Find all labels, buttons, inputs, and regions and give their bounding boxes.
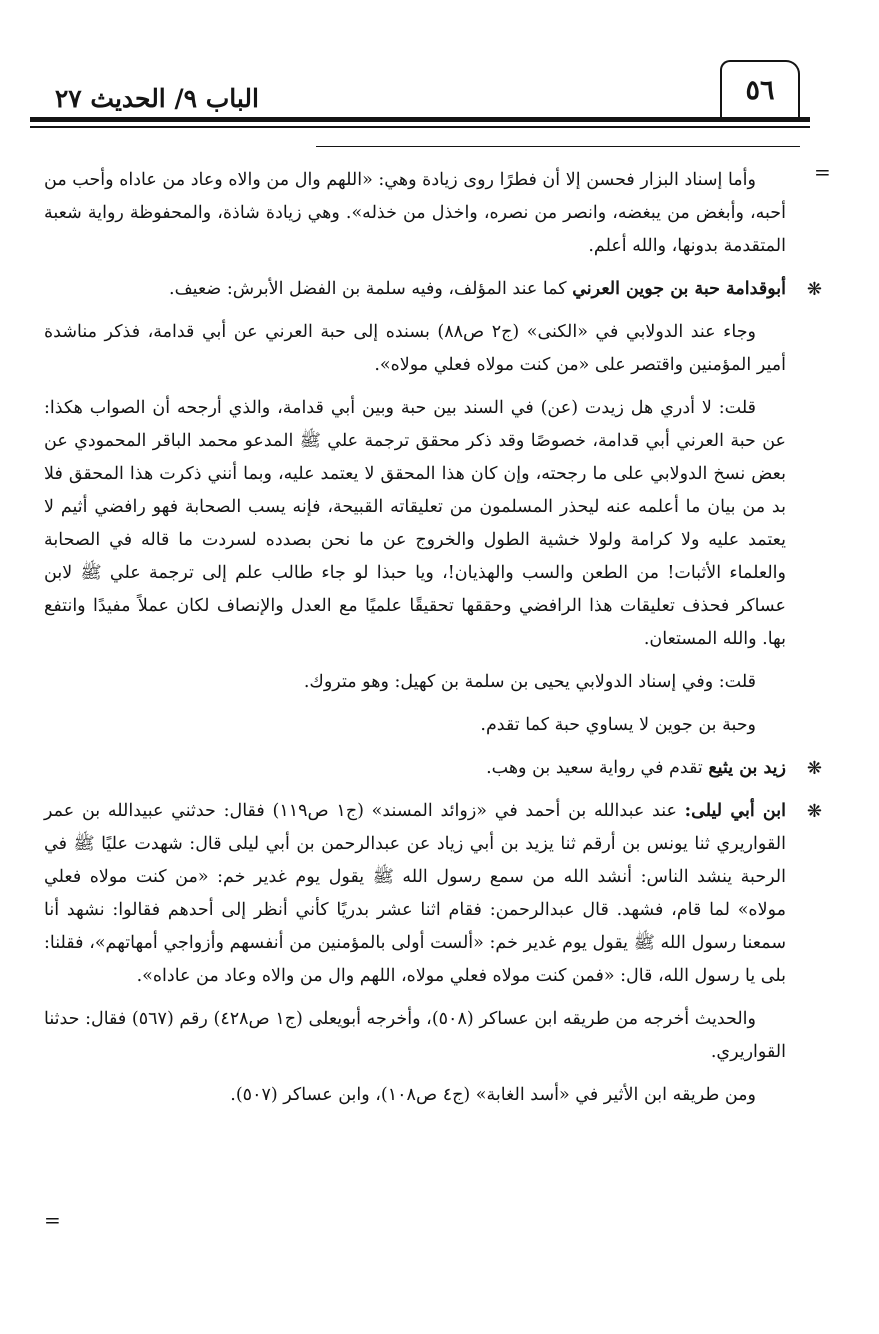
entry-text: تقدم في رواية سعيد بن وهب.	[486, 758, 709, 778]
paragraph: ومن طريقه ابن الأثير في «أسد الغابة» (ج٤ ص١٠٨)، وابن عساكر (٥٠٧).	[230, 1085, 756, 1105]
asterisk-bullet-icon: ❋	[806, 758, 822, 779]
header-rule-thin	[30, 126, 810, 128]
paragraph: وحبة بن جوين لا يساوي حبة كما تقدم.	[480, 715, 756, 735]
paragraph: قلت: لا أدري هل زيدت (عن) في السند بين حبة وبين أبي قدامة، والذي أرجحه أن الصواب هكذا: عن حبة العرني أبي قدامة، خصوصًا وقد ذكر محقق ترجمة علي ﷺ المدعو محمد الباقر المحمودي عن بعض نسخ الدولابي على ما رجحته، وإن كان هذا المحقق لا يعتمد عليه، وبما أنني ذكرت هذا المحقق فلا بد من بيان ما أعلمه عنه ليحذر المسلمون من تعليقاته القبيحة، فإنه يسب الصحابة فهو رافضي أثيم لا يعتمد عليه ولا كرامة ولولا خشية الطول والخروج عن ما نحن بصدده لسردت ما قاله في الصحابة والعلماء الأثبات! من الطعن والسب والهذيان!، ويا حبذا لو جاء طالب علم إلى ترجمة علي ﷺ لابن عساكر فحذف تعليقات هذا الرافضي وحققها تحقيقًا علميًا مع العدل والإنصاف لكان عملاً مفيدًا وانتفع بها. والله المستعان.	[44, 398, 786, 649]
entry-text: عند عبدالله بن أحمد في «زوائد المسند» (ج١ ص١١٩) فقال: حدثني عبيدالله بن عمر القواريري ثنا يونس بن أرقم ثنا يزيد بن أبي زياد عن عبدالرحمن بن أبي ليلى قال: شهدت عليًا ﷺ في الرحبة ينشد الناس: أنشد الله من سمع رسول الله ﷺ يقول يوم غدير خم: «من كنت مولاه فعلي مولاه» لما قام، فشهد. قال عبدالرحمن: فقام اثنا عشر بدريًا كأني أنظر إلى أحدهم فقالوا: نشهد أنا سمعنا رسول الله ﷺ يقول يوم غدير خم: «ألست أولى بالمؤمنين من أنفسهم وأزواجي أمهاتهم»، فقلنا: بلى يا رسول الله، قال: «فمن كنت مولاه فعلي مولاه، اللهم وال من والاه وعاد من عاداه».	[44, 801, 786, 986]
paragraph: وأما إسناد البزار فحسن إلا أن فطرًا روى زيادة وهي: «اللهم وال من والاه وعاد من عاداه وأحب من أحبه، وأبغض من يبغضه، وانصر من نصره، واخذل من خذله». وهي زيادة شاذة، والمحفوظة رواية شعبة المتقدمة بدونها، والله أعلم.	[44, 170, 786, 256]
paragraph: قلت: وفي إسناد الدولابي يحيى بن سلمة بن كهيل: وهو متروك.	[303, 672, 756, 692]
body-text	[44, 164, 822, 1122]
entry-heading: زيد بن يثيع	[708, 758, 786, 778]
entry-heading: ابن أبي ليلى:	[684, 801, 786, 821]
header-rule-thick	[30, 117, 810, 122]
paragraph: والحديث أخرجه من طريقه ابن عساكر (٥٠٨)، وأخرجه أبويعلى (ج١ ص٤٢٨) رقم (٥٦٧) فقال: حدثنا القواريري.	[44, 1009, 786, 1062]
bullet-entry	[44, 752, 822, 785]
continuation-mark-top: =	[814, 160, 831, 184]
asterisk-bullet-icon: ❋	[806, 801, 822, 822]
asterisk-bullet-icon: ❋	[806, 279, 822, 300]
paragraph: وجاء عند الدولابي في «الكنى» (ج٢ ص٨٨) بسنده إلى حبة العرني عن أبي قدامة، فذكر مناشدة أمير المؤمنين واقتصر على «من كنت مولاه فعلي مولاه».	[44, 322, 786, 375]
entry-text: كما عند المؤلف، وفيه سلمة بن الفضل الأبرش: ضعيف.	[169, 279, 573, 299]
continuation-mark-bottom: =	[44, 1208, 61, 1232]
page-number: ٥٦	[720, 60, 800, 118]
footnote-separator	[316, 146, 800, 147]
chapter-heading: الباب ٩/ الحديث ٢٧	[54, 84, 259, 113]
bullet-entry	[44, 795, 822, 993]
entry-heading: أبوقدامة حبة بن جوين العرني	[572, 279, 786, 299]
bullet-entry	[44, 273, 822, 306]
